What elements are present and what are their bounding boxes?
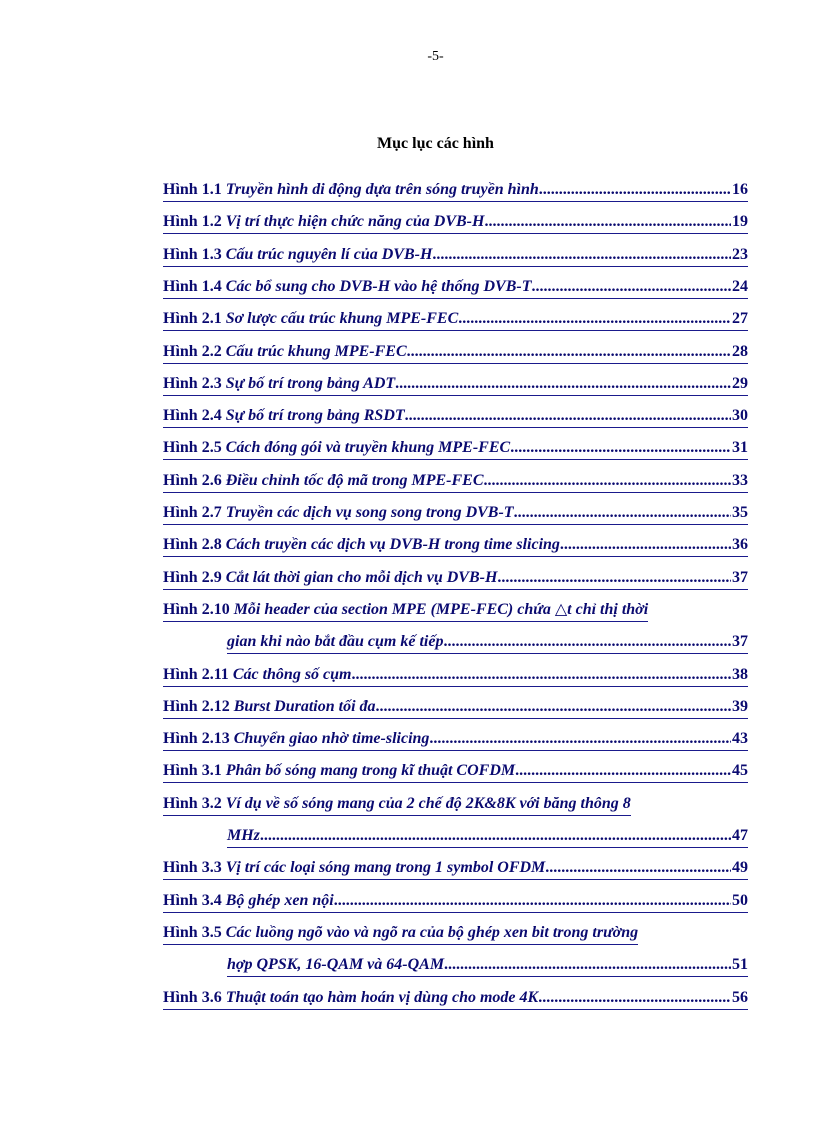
toc-entry-label: Hình 2.6 (163, 471, 222, 489)
toc-entry-caption: Cách truyền các dịch vụ DVB-H trong time slicing (225, 536, 560, 554)
toc-entry[interactable] (163, 438, 748, 460)
toc-entry-caption: Các thông số cụm (232, 665, 352, 683)
toc-entry-page: 35 (732, 504, 748, 521)
toc-entry[interactable] (163, 374, 748, 396)
toc-entry-caption: Truyền các dịch vụ song song trong DVB-T (225, 504, 514, 521)
toc-entry-label: Hình 3.1 (163, 762, 222, 780)
toc-entry-page: 16 (732, 181, 748, 198)
toc-entry-page: 37 (732, 568, 748, 586)
toc-entry[interactable] (163, 568, 748, 590)
toc-entry-page: 37 (732, 633, 748, 651)
toc-entry-label: Hình 3.6 (163, 988, 222, 1006)
toc-entry-caption-continued: MHz (227, 827, 260, 844)
leader-dots (260, 826, 731, 846)
toc-entry-caption: Thuật toán tạo hàm hoán vị dùng cho mode 4K (225, 988, 539, 1006)
leader-dots (443, 632, 731, 652)
toc-entry-caption-continued: hợp QPSK, 16-QAM và 64-QAM (227, 956, 445, 974)
leader-dots (334, 891, 731, 911)
toc-entry-caption: Vị trí thực hiện chức năng của DVB-H (225, 213, 485, 231)
leader-dots (514, 503, 731, 523)
toc-entry-label: Hình 2.11 (163, 665, 229, 683)
toc-entry-label: Hình 1.2 (163, 213, 222, 231)
toc-entry-caption: Mỗi header của section MPE (MPE-FEC) chứa △t chỉ thị thời (233, 600, 649, 618)
toc-entry-page: 29 (732, 374, 748, 392)
toc-entry-caption-continued: gian khi nào bắt đầu cụm kế tiếp (227, 633, 444, 651)
toc-entry[interactable] (163, 729, 748, 751)
leader-dots (352, 665, 732, 685)
leader-dots (405, 406, 731, 426)
toc-entry[interactable] (163, 245, 748, 267)
toc-entry-label: Hình 2.3 (163, 374, 222, 392)
toc-entry-caption: Sự bố trí trong bảng RSDT (225, 407, 405, 425)
toc-entry-continuation[interactable] (163, 955, 748, 978)
leader-dots (429, 729, 731, 749)
toc-entry-page: 45 (732, 762, 748, 780)
toc-entry[interactable] (163, 309, 748, 331)
toc-entry-page: 30 (732, 407, 748, 425)
toc-entry-caption: Bộ ghép xen nội (225, 891, 334, 909)
toc-entry[interactable] (163, 988, 748, 1010)
toc-entry[interactable] (163, 697, 748, 719)
toc-entry-page: 24 (732, 277, 748, 295)
leader-dots (545, 858, 731, 878)
toc-entry-caption: Ví dụ về số sóng mang của 2 chế độ 2K&8K với băng thông 8 (225, 794, 631, 812)
toc-entry-label: Hình 1.3 (163, 245, 222, 263)
toc-entry-caption: Cấu trúc khung MPE-FEC (225, 342, 407, 360)
toc-entry[interactable] (163, 503, 748, 525)
toc-entry-label: Hình 2.13 (163, 730, 230, 748)
leader-dots (484, 212, 731, 232)
toc-entry-caption: Điều chỉnh tốc độ mã trong MPE-FEC (225, 471, 484, 489)
toc-entry-caption: Vị trí các loại sóng mang trong 1 symbol OFDM (225, 859, 546, 877)
toc-entry-label: Hình 2.1 (163, 310, 222, 328)
toc-entry-label: Hình 1.4 (163, 277, 222, 295)
toc-entry-page: 19 (732, 213, 748, 231)
leader-dots (376, 697, 731, 717)
toc-entry-page: 51 (732, 956, 748, 974)
toc-entry[interactable] (163, 858, 748, 880)
toc-entry[interactable] (163, 761, 748, 783)
toc-entry-page: 31 (732, 439, 748, 457)
leader-dots (458, 309, 731, 329)
toc-entry-caption: Các bổ sung cho DVB-H vào hệ thống DVB-T (225, 277, 532, 295)
toc-entry-page: 50 (732, 891, 748, 909)
toc-entry-caption: Burst Duration tối đa (233, 697, 376, 715)
leader-dots (407, 342, 731, 362)
toc-entry-page: 49 (732, 859, 748, 877)
leader-dots (444, 955, 731, 975)
toc-entry-caption: Các luồng ngõ vào và ngõ ra của bộ ghép xen bit trong trường (225, 923, 639, 941)
leader-dots (539, 180, 731, 200)
leader-dots (510, 438, 731, 458)
toc-entry-caption: Chuyển giao nhờ time-slicing (233, 730, 430, 748)
toc-entry-page: 27 (732, 310, 748, 328)
toc-entry-label: Hình 3.2 (163, 794, 222, 812)
leader-dots (484, 471, 731, 491)
leader-dots (515, 761, 731, 781)
leader-dots (497, 568, 731, 588)
toc-entry-continuation[interactable] (163, 826, 748, 849)
leader-dots (538, 988, 731, 1008)
toc-entry-label: Hình 2.5 (163, 439, 222, 457)
toc-entry-caption: Sơ lược cấu trúc khung MPE-FEC (225, 310, 459, 328)
toc-entry-caption: Cách đóng gói và truyền khung MPE-FEC (225, 439, 511, 457)
toc-entry-page: 47 (732, 827, 748, 844)
toc-entry-caption: Cấu trúc nguyên lí của DVB-H (225, 245, 433, 263)
toc-entry[interactable] (163, 212, 748, 234)
toc-entry-page: 28 (732, 342, 748, 360)
page-number: -5- (427, 49, 444, 64)
toc-entry[interactable] (163, 180, 748, 202)
toc-entry[interactable] (163, 277, 748, 299)
toc-entry-label: Hình 3.4 (163, 891, 222, 909)
toc-entry-label: Hình 2.10 (163, 600, 230, 618)
toc-entry-page: 36 (732, 536, 748, 554)
toc-entry[interactable] (163, 342, 748, 364)
toc-entry-page: 38 (732, 665, 748, 683)
toc-entry-label: Hình 2.2 (163, 342, 222, 360)
toc-entry[interactable] (163, 471, 748, 493)
toc-entry-label: Hình 2.8 (163, 536, 222, 554)
toc-entry-page: 23 (732, 245, 748, 263)
toc-entry[interactable] (163, 794, 748, 816)
toc-entry-continuation[interactable] (163, 632, 748, 655)
toc-entry[interactable] (163, 406, 748, 428)
toc-entry[interactable] (163, 923, 748, 945)
leader-dots (560, 535, 731, 555)
toc-entry[interactable] (163, 891, 748, 913)
toc-entry-label: Hình 3.3 (163, 859, 222, 877)
toc-entry-page: 39 (732, 697, 748, 715)
leader-dots (395, 374, 731, 394)
toc-entry-page: 43 (732, 730, 748, 748)
toc-entry-caption: Sự bố trí trong bảng ADT (225, 374, 396, 392)
toc-entry-caption: Cắt lát thời gian cho mỗi dịch vụ DVB-H (225, 568, 498, 586)
toc-entry-page: 33 (732, 471, 748, 489)
toc-entry-caption: Truyền hình di động dựa trên sóng truyền hình (225, 181, 539, 198)
toc-entry-label: Hình 2.9 (163, 568, 222, 586)
leader-dots (532, 277, 732, 297)
toc-entry[interactable] (163, 600, 748, 622)
page-title: Mục lục các hình (377, 135, 494, 152)
toc-entry-page: 56 (732, 988, 748, 1006)
leader-dots (432, 245, 731, 265)
toc-entry[interactable] (163, 665, 748, 687)
toc-entry-label: Hình 2.7 (163, 504, 222, 521)
toc-entry-caption: Phân bố sóng mang trong kĩ thuật COFDM (225, 762, 516, 780)
toc-entry-label: Hình 2.4 (163, 407, 222, 425)
toc-entry-label: Hình 3.5 (163, 923, 222, 941)
toc-entry-label: Hình 2.12 (163, 697, 230, 715)
toc-entry[interactable] (163, 535, 748, 557)
toc-entry-label: Hình 1.1 (163, 181, 222, 198)
